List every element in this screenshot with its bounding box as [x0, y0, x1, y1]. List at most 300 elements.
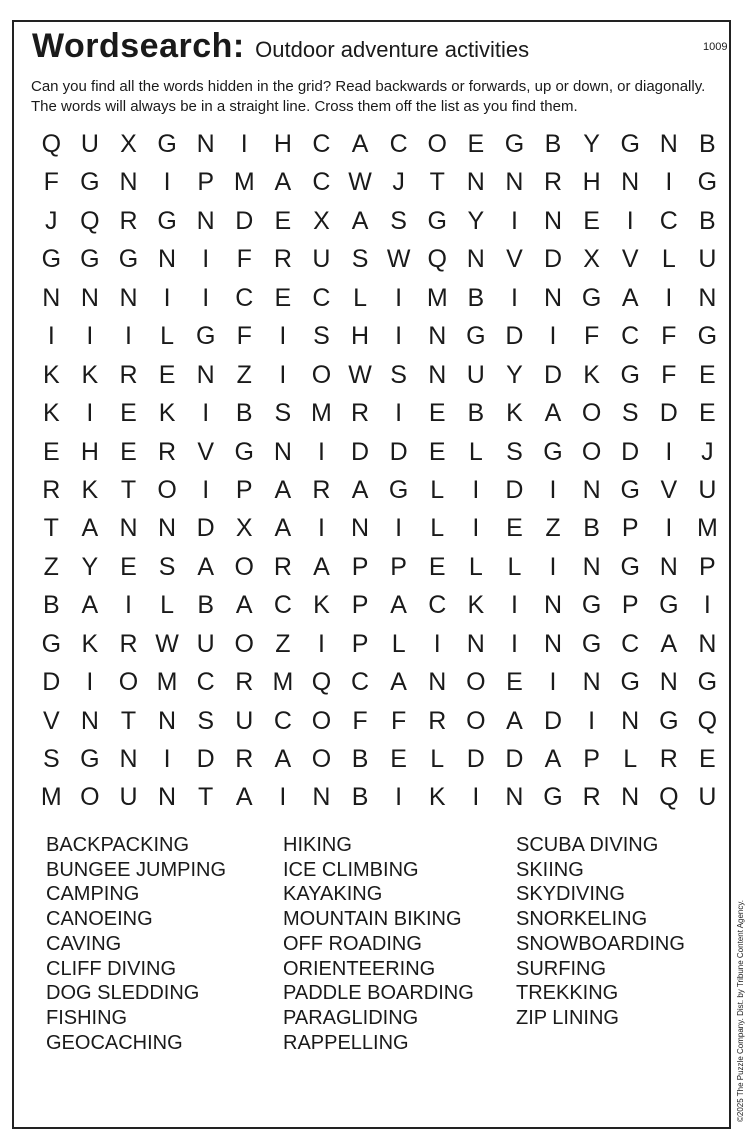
grid-letter[interactable]: N: [505, 783, 524, 812]
grid-letter[interactable]: I: [125, 322, 132, 351]
grid-letter[interactable]: I: [395, 283, 403, 312]
grid-letter[interactable]: A: [197, 552, 215, 581]
grid-letter[interactable]: G: [543, 783, 563, 812]
grid-letter[interactable]: N: [428, 360, 447, 389]
grid-letter[interactable]: I: [665, 283, 673, 312]
grid-letter[interactable]: K: [81, 360, 99, 389]
grid-letter[interactable]: R: [273, 245, 292, 274]
word-list-item[interactable]: RAPPELLING: [283, 1031, 409, 1054]
word-list-item[interactable]: ICE CLIMBING: [283, 858, 419, 881]
grid-letter[interactable]: D: [505, 475, 524, 504]
grid-letter[interactable]: E: [699, 360, 716, 389]
grid-letter[interactable]: A: [390, 668, 407, 697]
grid-letter[interactable]: N: [119, 514, 138, 543]
grid-letter[interactable]: A: [351, 206, 369, 235]
grid-letter[interactable]: I: [163, 283, 171, 312]
grid-letter[interactable]: S: [197, 706, 215, 735]
word-list-item[interactable]: PADDLE BOARDING: [283, 982, 474, 1005]
grid-letter[interactable]: I: [433, 629, 441, 658]
grid-letter[interactable]: G: [581, 629, 602, 658]
grid-letter[interactable]: S: [621, 399, 639, 428]
grid-letter[interactable]: K: [506, 399, 523, 428]
grid-letter[interactable]: N: [582, 668, 601, 697]
grid-letter[interactable]: H: [582, 168, 601, 197]
grid-letter[interactable]: F: [236, 245, 252, 274]
grid-letter[interactable]: E: [699, 745, 716, 773]
grid-letter[interactable]: V: [42, 706, 60, 735]
grid-letter[interactable]: A: [660, 629, 678, 658]
word-list-item[interactable]: SNORKELING: [516, 908, 648, 931]
grid-letter[interactable]: N: [80, 283, 99, 312]
grid-letter[interactable]: D: [621, 437, 640, 466]
grid-letter[interactable]: D: [351, 437, 370, 466]
grid-letter[interactable]: I: [279, 322, 287, 351]
grid-letter[interactable]: M: [233, 168, 255, 197]
grid-letter[interactable]: M: [156, 668, 178, 697]
grid-letter[interactable]: I: [510, 206, 518, 235]
grid-letter[interactable]: G: [697, 168, 718, 197]
grid-letter[interactable]: L: [160, 591, 175, 620]
grid-letter[interactable]: I: [549, 475, 557, 504]
grid-letter[interactable]: G: [620, 360, 640, 389]
grid-letter[interactable]: E: [274, 206, 292, 235]
grid-letter[interactable]: N: [582, 475, 601, 504]
grid-letter[interactable]: E: [506, 514, 523, 543]
word-list-item[interactable]: BUNGEE JUMPING: [46, 858, 227, 881]
grid-letter[interactable]: N: [543, 591, 563, 620]
grid-letter[interactable]: I: [395, 399, 403, 428]
word-list-item[interactable]: SKYDIVING: [516, 883, 625, 906]
grid-letter[interactable]: O: [466, 706, 486, 735]
grid-letter[interactable]: Q: [659, 783, 679, 812]
grid-letter[interactable]: S: [158, 552, 176, 581]
word-list-item[interactable]: GEOCACHING: [46, 1031, 183, 1054]
grid-letter[interactable]: M: [696, 514, 718, 543]
grid-letter[interactable]: E: [428, 437, 446, 466]
grid-letter[interactable]: D: [466, 745, 485, 773]
grid-letter[interactable]: N: [582, 552, 601, 581]
grid-letter[interactable]: G: [697, 322, 718, 351]
grid-letter[interactable]: B: [351, 745, 369, 773]
grid-letter[interactable]: N: [80, 706, 99, 735]
grid-letter[interactable]: P: [235, 475, 253, 504]
word-list-item[interactable]: CAMPING: [46, 883, 140, 906]
grid-letter[interactable]: I: [86, 668, 94, 697]
word-list-item[interactable]: OFF ROADING: [283, 932, 422, 955]
grid-letter[interactable]: Z: [545, 514, 561, 543]
grid-letter[interactable]: G: [620, 475, 640, 504]
grid-letter[interactable]: Z: [43, 552, 59, 581]
grid-letter[interactable]: B: [699, 206, 716, 235]
grid-letter[interactable]: N: [119, 283, 138, 312]
grid-letter[interactable]: N: [466, 168, 485, 197]
grid-letter[interactable]: O: [581, 437, 602, 466]
grid-letter[interactable]: D: [505, 322, 524, 351]
grid-letter[interactable]: I: [626, 206, 634, 235]
grid-letter[interactable]: G: [388, 475, 409, 504]
grid-letter[interactable]: O: [581, 399, 602, 428]
grid-letter[interactable]: L: [353, 283, 367, 312]
grid-letter[interactable]: K: [81, 475, 99, 504]
grid-letter[interactable]: G: [157, 130, 177, 158]
grid-letter[interactable]: N: [312, 783, 331, 812]
grid-letter[interactable]: U: [698, 783, 717, 812]
grid-letter[interactable]: U: [119, 783, 138, 812]
grid-letter[interactable]: P: [351, 552, 369, 581]
grid-letter[interactable]: K: [428, 783, 446, 812]
grid-letter[interactable]: I: [395, 322, 403, 351]
grid-letter[interactable]: W: [348, 360, 372, 389]
grid-letter[interactable]: N: [659, 130, 678, 158]
grid-letter[interactable]: A: [235, 783, 253, 812]
grid-letter[interactable]: A: [274, 745, 292, 773]
grid-letter[interactable]: L: [468, 552, 483, 581]
word-list-item[interactable]: SKIING: [516, 858, 584, 881]
grid-letter[interactable]: K: [42, 399, 60, 428]
grid-letter[interactable]: R: [235, 745, 254, 773]
grid-letter[interactable]: B: [467, 399, 485, 428]
grid-letter[interactable]: I: [240, 130, 248, 158]
grid-letter[interactable]: W: [386, 245, 411, 274]
grid-letter[interactable]: I: [549, 322, 557, 351]
grid-letter[interactable]: R: [158, 437, 177, 466]
grid-letter[interactable]: I: [665, 437, 673, 466]
grid-letter[interactable]: Q: [427, 245, 447, 274]
grid-letter[interactable]: F: [352, 706, 368, 735]
grid-letter[interactable]: S: [390, 206, 407, 235]
grid-letter[interactable]: K: [467, 591, 485, 620]
grid-letter[interactable]: Z: [275, 629, 291, 658]
grid-letter[interactable]: D: [196, 514, 215, 543]
grid-letter[interactable]: B: [544, 130, 562, 158]
grid-letter[interactable]: G: [697, 668, 718, 697]
grid-letter[interactable]: N: [543, 206, 563, 235]
word-list-item[interactable]: CAVING: [46, 932, 122, 955]
grid-letter[interactable]: I: [279, 360, 287, 389]
grid-letter[interactable]: A: [390, 591, 407, 620]
grid-letter[interactable]: E: [158, 360, 176, 389]
grid-letter[interactable]: R: [659, 745, 678, 773]
grid-letter[interactable]: K: [583, 360, 600, 389]
grid-letter[interactable]: I: [472, 475, 480, 504]
grid-letter[interactable]: O: [234, 629, 254, 658]
grid-letter[interactable]: G: [41, 245, 62, 274]
grid-letter[interactable]: F: [391, 706, 407, 735]
grid-letter[interactable]: G: [659, 706, 679, 735]
grid-letter[interactable]: C: [659, 206, 678, 235]
grid-letter[interactable]: Q: [41, 130, 62, 158]
grid-letter[interactable]: R: [428, 706, 447, 735]
grid-letter[interactable]: H: [351, 322, 370, 351]
grid-letter[interactable]: Q: [80, 206, 100, 235]
grid-letter[interactable]: N: [659, 668, 678, 697]
grid-letter[interactable]: S: [351, 245, 369, 274]
grid-letter[interactable]: N: [428, 322, 447, 351]
grid-letter[interactable]: I: [317, 514, 325, 543]
grid-letter[interactable]: S: [274, 399, 292, 428]
grid-letter[interactable]: P: [197, 168, 215, 197]
grid-letter[interactable]: P: [351, 591, 369, 620]
grid-letter[interactable]: A: [81, 514, 99, 543]
word-list-item[interactable]: DOG SLEDDING: [46, 982, 200, 1005]
grid-letter[interactable]: N: [42, 283, 61, 312]
grid-letter[interactable]: G: [195, 322, 216, 351]
grid-letter[interactable]: D: [543, 245, 563, 274]
grid-letter[interactable]: U: [235, 706, 254, 735]
grid-letter[interactable]: U: [196, 629, 215, 658]
grid-letter[interactable]: Y: [583, 130, 600, 158]
grid-letter[interactable]: N: [543, 629, 563, 658]
grid-letter[interactable]: G: [504, 130, 525, 158]
grid-letter[interactable]: I: [703, 591, 711, 620]
grid-letter[interactable]: B: [235, 399, 253, 428]
grid-letter[interactable]: G: [466, 322, 486, 351]
word-list-item[interactable]: HIKING: [283, 834, 352, 856]
grid-letter[interactable]: T: [120, 706, 137, 735]
grid-letter[interactable]: D: [543, 360, 563, 389]
grid-letter[interactable]: E: [583, 206, 600, 235]
grid-letter[interactable]: A: [274, 475, 292, 504]
grid-letter[interactable]: J: [392, 168, 405, 197]
grid-letter[interactable]: I: [86, 399, 94, 428]
grid-letter[interactable]: N: [698, 629, 717, 658]
grid-letter[interactable]: N: [196, 130, 215, 158]
grid-letter[interactable]: C: [312, 168, 331, 197]
grid-letter[interactable]: H: [80, 437, 99, 466]
grid-letter[interactable]: O: [466, 668, 486, 697]
grid-letter[interactable]: I: [665, 514, 673, 543]
grid-letter[interactable]: X: [313, 206, 330, 235]
grid-letter[interactable]: M: [40, 783, 62, 812]
grid-letter[interactable]: I: [163, 745, 171, 773]
grid-letter[interactable]: P: [583, 745, 600, 773]
grid-letter[interactable]: A: [274, 168, 292, 197]
grid-letter[interactable]: N: [158, 514, 177, 543]
grid-letter[interactable]: R: [42, 475, 61, 504]
grid-letter[interactable]: P: [621, 591, 639, 620]
grid-letter[interactable]: N: [158, 245, 177, 274]
grid-letter[interactable]: S: [313, 322, 330, 351]
grid-letter[interactable]: P: [351, 629, 369, 658]
grid-letter[interactable]: N: [659, 552, 678, 581]
grid-letter[interactable]: I: [86, 322, 94, 351]
grid-letter[interactable]: U: [698, 245, 717, 274]
grid-letter[interactable]: N: [698, 283, 717, 312]
grid-letter[interactable]: C: [196, 668, 215, 697]
grid-letter[interactable]: E: [120, 437, 137, 466]
grid-letter[interactable]: K: [42, 360, 60, 389]
grid-letter[interactable]: V: [621, 245, 639, 274]
grid-letter[interactable]: U: [80, 130, 99, 158]
grid-letter[interactable]: B: [583, 514, 600, 543]
grid-letter[interactable]: F: [583, 322, 600, 351]
grid-letter[interactable]: L: [391, 629, 406, 658]
grid-letter[interactable]: L: [430, 514, 445, 543]
grid-letter[interactable]: G: [543, 437, 563, 466]
grid-letter[interactable]: O: [427, 130, 447, 158]
grid-letter[interactable]: N: [466, 245, 485, 274]
word-list-item[interactable]: SURFING: [516, 957, 606, 980]
word-list-item[interactable]: PARAGLIDING: [283, 1006, 419, 1029]
grid-letter[interactable]: C: [389, 130, 408, 158]
grid-letter[interactable]: N: [351, 514, 370, 543]
grid-letter[interactable]: I: [163, 168, 171, 197]
grid-letter[interactable]: R: [119, 360, 138, 389]
grid-letter[interactable]: G: [620, 130, 640, 158]
grid-letter[interactable]: G: [80, 245, 100, 274]
grid-letter[interactable]: C: [312, 130, 331, 158]
grid-letter[interactable]: A: [235, 591, 253, 620]
grid-letter[interactable]: V: [660, 475, 678, 504]
grid-letter[interactable]: F: [43, 168, 59, 197]
grid-letter[interactable]: I: [395, 783, 403, 812]
grid-letter[interactable]: A: [544, 745, 562, 773]
grid-letter[interactable]: N: [621, 706, 640, 735]
grid-letter[interactable]: L: [430, 475, 445, 504]
grid-letter[interactable]: F: [661, 322, 677, 351]
grid-letter[interactable]: C: [312, 283, 331, 312]
grid-letter[interactable]: I: [549, 552, 557, 581]
grid-letter[interactable]: R: [273, 552, 292, 581]
grid-letter[interactable]: F: [661, 360, 677, 389]
grid-letter[interactable]: I: [317, 629, 325, 658]
grid-letter[interactable]: A: [351, 475, 369, 504]
grid-letter[interactable]: I: [202, 475, 210, 504]
grid-letter[interactable]: P: [699, 552, 716, 581]
grid-letter[interactable]: P: [621, 514, 639, 543]
grid-letter[interactable]: I: [202, 245, 210, 274]
grid-letter[interactable]: O: [234, 552, 254, 581]
grid-letter[interactable]: G: [620, 552, 640, 581]
grid-letter[interactable]: X: [583, 245, 600, 274]
grid-letter[interactable]: U: [466, 360, 485, 389]
grid-letter[interactable]: R: [543, 168, 563, 197]
grid-letter[interactable]: I: [395, 514, 403, 543]
grid-letter[interactable]: E: [42, 437, 60, 466]
word-list-item[interactable]: ZIP LINING: [516, 1006, 619, 1029]
grid-letter[interactable]: C: [235, 283, 254, 312]
grid-letter[interactable]: L: [430, 745, 445, 773]
grid-letter[interactable]: B: [699, 130, 716, 158]
grid-letter[interactable]: Z: [236, 360, 252, 389]
grid-letter[interactable]: S: [506, 437, 523, 466]
grid-letter[interactable]: O: [157, 475, 177, 504]
grid-letter[interactable]: N: [466, 629, 485, 658]
grid-letter[interactable]: C: [621, 322, 640, 351]
word-list-item[interactable]: ORIENTEERING: [283, 957, 436, 980]
grid-letter[interactable]: A: [351, 130, 369, 158]
grid-letter[interactable]: N: [158, 783, 177, 812]
grid-letter[interactable]: N: [158, 706, 177, 735]
grid-letter[interactable]: C: [351, 668, 370, 697]
word-list-item[interactable]: BACKPACKING: [46, 834, 189, 856]
grid-letter[interactable]: C: [428, 591, 447, 620]
grid-letter[interactable]: R: [582, 783, 601, 812]
grid-letter[interactable]: Q: [311, 668, 332, 697]
grid-letter[interactable]: C: [621, 629, 640, 658]
grid-letter[interactable]: I: [125, 591, 132, 620]
grid-letter[interactable]: D: [389, 437, 408, 466]
word-list-item[interactable]: MOUNTAIN BIKING: [283, 908, 462, 931]
grid-letter[interactable]: D: [235, 206, 254, 235]
grid-letter[interactable]: Q: [697, 706, 718, 735]
grid-letter[interactable]: T: [120, 475, 137, 504]
grid-letter[interactable]: G: [659, 591, 679, 620]
word-list-item[interactable]: KAYAKING: [283, 883, 383, 906]
grid-letter[interactable]: N: [119, 745, 138, 773]
grid-letter[interactable]: V: [197, 437, 215, 466]
grid-letter[interactable]: Y: [467, 206, 485, 235]
grid-letter[interactable]: G: [80, 168, 100, 197]
grid-letter[interactable]: G: [118, 245, 139, 274]
grid-letter[interactable]: N: [273, 437, 292, 466]
grid-letter[interactable]: R: [119, 629, 138, 658]
grid-letter[interactable]: E: [120, 399, 137, 428]
word-list-item[interactable]: SCUBA DIVING: [516, 834, 659, 856]
grid-letter[interactable]: Y: [506, 360, 523, 389]
grid-letter[interactable]: J: [701, 437, 714, 466]
grid-letter[interactable]: E: [274, 283, 292, 312]
grid-letter[interactable]: O: [311, 360, 332, 389]
grid-letter[interactable]: I: [549, 668, 557, 697]
grid-letter[interactable]: U: [312, 245, 331, 274]
grid-letter[interactable]: D: [42, 668, 61, 697]
grid-letter[interactable]: E: [390, 745, 407, 773]
grid-letter[interactable]: A: [506, 706, 523, 735]
grid-letter[interactable]: G: [427, 206, 447, 235]
grid-letter[interactable]: E: [699, 399, 716, 428]
grid-letter[interactable]: H: [273, 130, 292, 158]
grid-letter[interactable]: A: [621, 283, 639, 312]
grid-letter[interactable]: K: [81, 629, 99, 658]
grid-letter[interactable]: I: [510, 629, 518, 658]
grid-letter[interactable]: W: [348, 168, 372, 197]
grid-letter[interactable]: I: [472, 783, 480, 812]
grid-letter[interactable]: N: [196, 360, 215, 389]
grid-letter[interactable]: A: [544, 399, 562, 428]
word-list-item[interactable]: CLIFF DIVING: [46, 957, 177, 980]
grid-letter[interactable]: T: [429, 168, 445, 197]
grid-letter[interactable]: C: [273, 591, 292, 620]
grid-letter[interactable]: O: [311, 706, 332, 735]
grid-letter[interactable]: E: [467, 130, 485, 158]
grid-letter[interactable]: B: [197, 591, 215, 620]
word-list-item[interactable]: CANOEING: [46, 908, 153, 931]
grid-letter[interactable]: N: [428, 668, 447, 697]
grid-letter[interactable]: Y: [81, 552, 99, 581]
grid-letter[interactable]: P: [390, 552, 407, 581]
grid-letter[interactable]: G: [581, 283, 602, 312]
grid-letter[interactable]: D: [505, 745, 524, 773]
grid-letter[interactable]: O: [80, 783, 100, 812]
grid-letter[interactable]: W: [155, 629, 179, 658]
grid-letter[interactable]: G: [620, 668, 640, 697]
grid-letter[interactable]: I: [202, 399, 210, 428]
grid-letter[interactable]: K: [313, 591, 330, 620]
grid-letter[interactable]: N: [543, 283, 563, 312]
grid-letter[interactable]: E: [506, 668, 523, 697]
grid-letter[interactable]: D: [659, 399, 678, 428]
grid-letter[interactable]: X: [235, 514, 253, 543]
grid-letter[interactable]: O: [311, 745, 332, 773]
grid-letter[interactable]: B: [42, 591, 60, 620]
grid-letter[interactable]: I: [47, 322, 55, 351]
grid-letter[interactable]: I: [279, 783, 287, 812]
grid-letter[interactable]: T: [198, 783, 214, 812]
grid-letter[interactable]: E: [428, 552, 446, 581]
grid-letter[interactable]: L: [160, 322, 175, 351]
grid-letter[interactable]: B: [467, 283, 485, 312]
